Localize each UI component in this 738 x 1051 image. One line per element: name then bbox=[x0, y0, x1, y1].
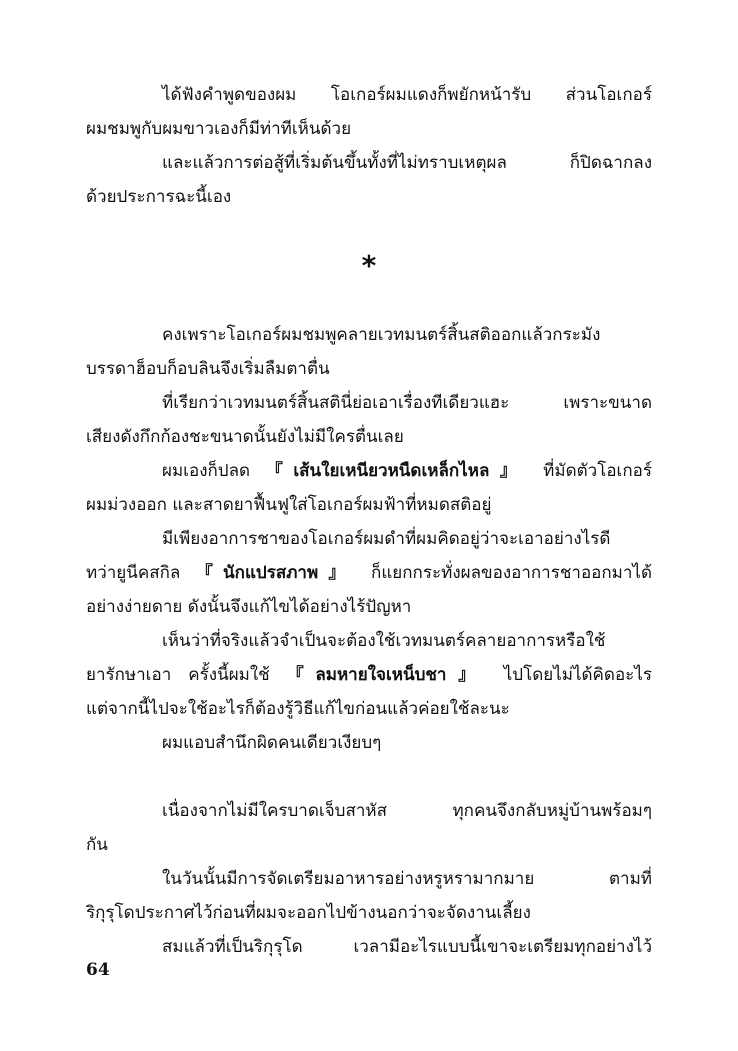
text-line: คงเพราะโอเกอร์ผมชมพูคลายเวทมนตร์สิ้นสติออกแล้วกระมัง bbox=[162, 325, 601, 345]
text-line: อย่างง่ายดาย ดังนั้นจึงแก้ไขได้อย่างไร้ปัญหา bbox=[86, 597, 412, 617]
page-number: 64 bbox=[86, 960, 110, 980]
skill-name-emphasis: 『นักแปรสภาพ』 bbox=[195, 563, 356, 583]
book-page-body bbox=[86, 78, 652, 964]
text-line: กัน bbox=[86, 835, 108, 855]
text-line: บรรดาฮ็อบก็อบลินจึงเริ่มลืมตาตื่น bbox=[86, 359, 330, 379]
text-line: มีเพียงอาการชาของโอเกอร์ผมดำที่ผมคิดอยู่ว่าจะเอาอย่างไรดี bbox=[162, 529, 611, 549]
text-line: ได้ฟังคำพูดของผม โอเกอร์ผมแดงก็พยักหน้ารับ ส่วนโอเกอร์ bbox=[162, 85, 652, 105]
text-run: ที่มัดตัวโอเกอร์ bbox=[527, 461, 652, 481]
text-run: ยารักษาเอา ครั้งนี้ผมใช้ bbox=[86, 665, 287, 685]
text-line: ริกุรุโดประกาศไว้ก่อนที่ผมจะออกไปข้างนอกว่าจะจัดงานเลี้ยง bbox=[86, 903, 531, 923]
text-run: ผมเองก็ปลด bbox=[162, 461, 266, 481]
text-line: เห็นว่าที่จริงแล้วจำเป็นจะต้องใช้เวทมนตร์คลายอาการหรือใช้ bbox=[162, 631, 606, 651]
text-run: ก็แยกกระทั่งผลของอาการชาออกมาได้ bbox=[355, 563, 652, 583]
text-line: ผมแอบสำนึกผิดคนเดียวเงียบๆ bbox=[162, 733, 382, 753]
text-line bbox=[86, 454, 652, 488]
section-separator: * bbox=[361, 249, 377, 282]
text-line: เนื่องจากไม่มีใครบาดเจ็บสาหัส ทุกคนจึงกลับหมู่บ้านพร้อมๆ bbox=[162, 801, 652, 821]
text-line bbox=[86, 556, 652, 590]
text-line bbox=[86, 658, 652, 692]
text-line: เสียงดังกึกก้องชะขนาดนั้นยังไม่มีใครตื่นเลย bbox=[86, 427, 404, 447]
text-line: ด้วยประการฉะนี้เอง bbox=[86, 187, 232, 207]
text-line: และแล้วการต่อสู้ที่เริ่มต้นขึ้นทั้งที่ไม่ทราบเหตุผล ก็ปิดฉากลง bbox=[162, 153, 652, 173]
text-line: แต่จากนี้ไปจะใช้อะไรก็ต้องรู้วิธีแก้ไขก่อนแล้วค่อยใช้ละนะ bbox=[86, 699, 510, 719]
text-run: ไปโดยไม่ได้คิดอะไร bbox=[486, 665, 652, 685]
skill-name-emphasis: 『ลมหายใจเหน็บชา』 bbox=[286, 665, 487, 685]
text-line: ผมชมพูกับผมขาวเองก็มีท่าทีเห็นด้วย bbox=[86, 119, 352, 139]
text-line: ผมม่วงออก และสาดยาฟื้นฟูใส่โอเกอร์ผมฟ้าที่หมดสติอยู่ bbox=[86, 495, 492, 515]
text-line: ที่เรียกว่าเวทมนตร์สิ้นสตินี่ย่อเอาเรื่องทีเดียวแฮะ เพราะขนาด bbox=[162, 393, 652, 413]
text-line: สมแล้วที่เป็นริกุรุโด เวลามีอะไรแบบนี้เขาจะเตรียมทุกอย่างไว้ bbox=[162, 937, 652, 957]
skill-name-emphasis: 『เส้นใยเหนียวหนืดเหล็กไหล』 bbox=[265, 461, 528, 481]
text-run: ทว่ายูนีคสกิล bbox=[86, 563, 196, 583]
text-line: ในวันนั้นมีการจัดเตรียมอาหารอย่างหรูหรามากมาย ตามที่ bbox=[162, 869, 652, 889]
